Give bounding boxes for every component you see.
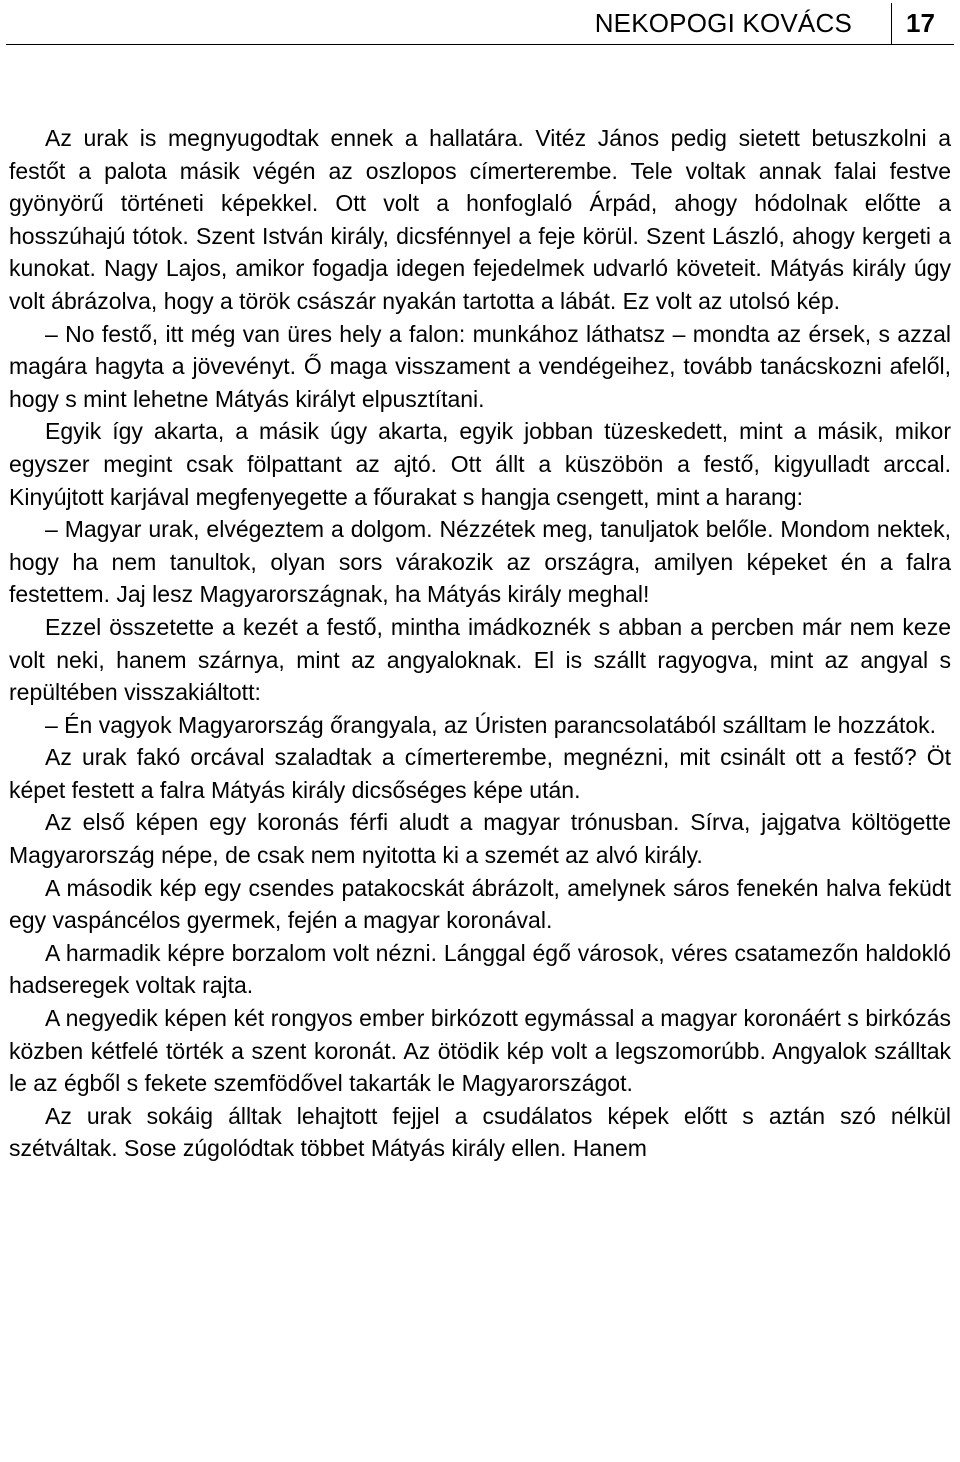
paragraph: Az első képen egy koronás férfi aludt a magyar trónusban. Sírva, jajgatva költögette Magyarország népe, de csak nem nyitotta ki a szemét az alvó király.: [9, 809, 951, 869]
paragraph: A harmadik képre borzalom volt nézni. Lánggal égő városok, véres csatamezőn haldokló hadseregek voltak rajta.: [9, 939, 951, 999]
paragraph: A második kép egy csendes patakocskát ábrázolt, amelynek sáros fenekén halva feküdt egy vaspáncélos gyermek, fején a magyar koronával.: [9, 874, 951, 934]
paragraph: Ezzel összetette a kezét a festő, mintha imádkoznék s abban a percben már nem keze volt neki, hanem szárnya, mint az angyaloknak. El is szállt ragyogva, mint az angyal s repültében visszakiáltott:: [9, 613, 951, 706]
page-header: [0, 0, 960, 46]
paragraph: Egyik így akarta, a másik úgy akarta, egyik jobban tüzeskedett, mint a másik, mikor egyszer megint csak fölpattant az ajtó. Ott állt a küszöbön a festő, kigyulladt arccal. Kinyújtott karjával megfenyegette a főurakat s hangja csengett, mint a harang:: [9, 418, 951, 510]
paragraph: Az urak fakó orcával szaladtak a címerterembe, megnézni, mit csinált ott a festő? Öt képet festett a falra Mátyás király dicsőséges képe után.: [9, 744, 951, 803]
paragraph: – Én vagyok Magyarország őrangyala, az Úristen parancsolatából szálltam le hozzátok.: [45, 711, 937, 738]
paragraph: Az urak is megnyugodtak ennek a hallatára. Vitéz János pedig sietett betuszkolni a festőt a palota másik végén az oszlopos címerterembe. Tele voltak annak falai festve gyönyörű történeti képekkel. Ott volt a honfoglaló Árpád, ahogy hódolnak előtte a hosszúhajú tótok. Szent István király, dicsfénnyel a feje körül. Szent László, ahogy kergeti a kunokat. Nagy Lajos, amikor fogadja idegen fejedelmek udvarló követeit. Mátyás király úgy volt ábrázolva, hogy a török császár nyakán tartotta a lábát. Ez volt az utolsó kép.: [9, 125, 951, 314]
body-text: [9, 122, 951, 1165]
header-rule: [6, 44, 954, 45]
header-divider: [891, 3, 892, 45]
paragraph: Az urak sokáig álltak lehajtott fejjel a csudálatos képek előtt s aztán szó nélkül szétváltak. Sose zúgolódtak többet Mátyás király ellen. Hanem: [9, 1102, 951, 1162]
page-number: 17: [906, 8, 935, 38]
paragraph: – Magyar urak, elvégeztem a dolgom. Nézzétek meg, tanuljatok belőle. Mondom nektek, hogy ha nem tanultok, olyan sors várakozik az országra, amilyen képeket én a falra festettem. Jaj lesz Magyarországnak, ha Mátyás király meghal!: [9, 516, 951, 608]
paragraph: A negyedik képen két rongyos ember birkózott egymással a magyar koronáért s birkózás közben kétfelé törték a szent koronát. Az ötödik kép volt a legszomorúbb. Angyalok szálltak le az égből s fekete szemfödővel takarták le Magyarországot.: [9, 1005, 951, 1097]
running-title: NEKOPOGI KOVÁCS: [594, 8, 852, 38]
paragraph: – No festő, itt még van üres hely a falon: munkához láthatsz – mondta az érsek, s azzal magára hagyta a jövevényt. Ő maga visszament a vendégeihez, tovább tanácskozni afelől, hogy s mint lehetne Mátyás királyt elpusztítani.: [9, 320, 951, 412]
